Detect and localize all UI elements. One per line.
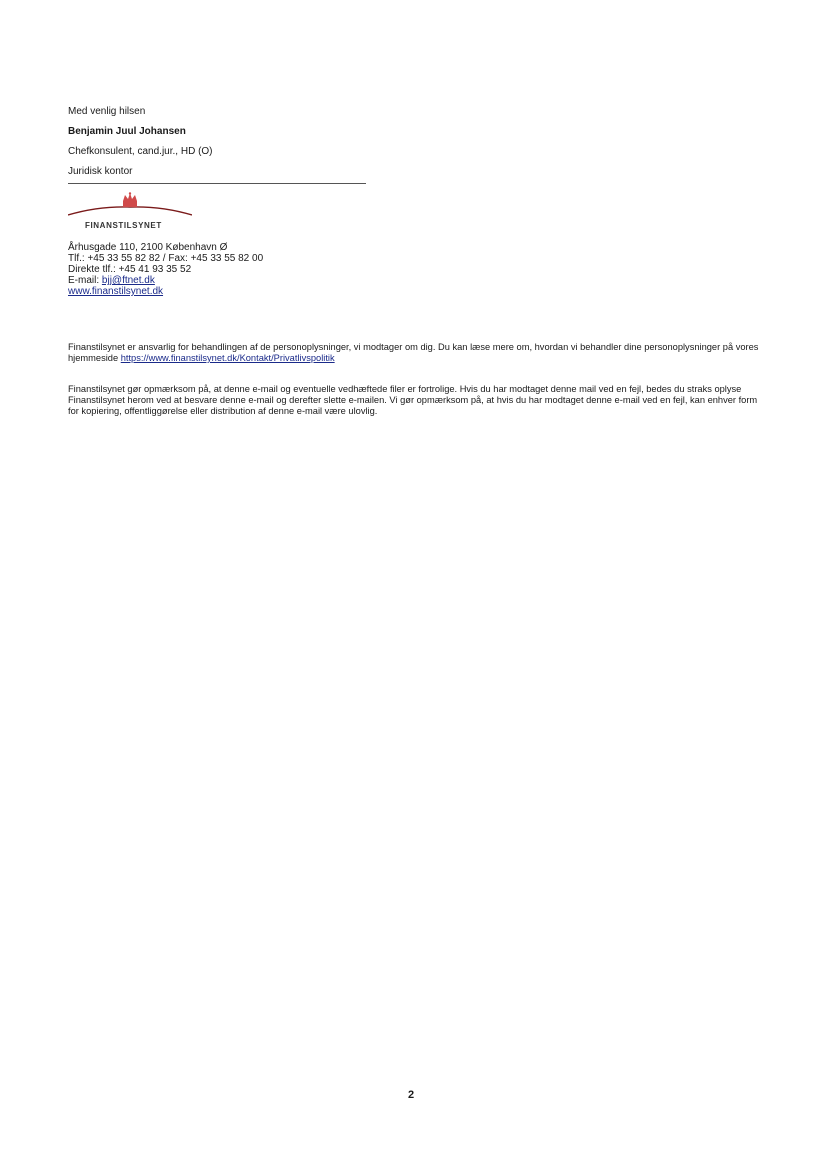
website-link[interactable]: www.finanstilsynet.dk (68, 286, 164, 297)
address: Århusgade 110, 2100 København Ø (68, 242, 228, 253)
sender-department: Juridisk kontor (68, 166, 133, 177)
email-line (68, 275, 263, 286)
email-link[interactable]: bjj@ftnet.dk (101, 275, 155, 286)
logo-text: FINANSTILSYNET (85, 221, 162, 230)
email-signature (68, 102, 213, 182)
crown-icon (123, 192, 137, 207)
confidentiality-disclaimer: Finanstilsynet gør opmærksom på, at denne e-mail og eventuelle vedhæftede filer er fortrolige. Hvis du har modtaget denne mail ved en fejl, bedes du straks oplyse Finanstilsynet herom ved at besvare denne e-mail og derefter slette e-mailen. Vi gør opmærksom på, at hvis du har modtaget denne e-mail ved en fejl, kan enhver form for kopiering, offentliggørelse eller distribution af denne e-mail være ulovlig. (68, 384, 758, 416)
contact-block (68, 242, 263, 297)
sender-title: Chefkonsulent, cand.jur., HD (O) (68, 146, 213, 157)
direct-phone: Direkte tlf.: +45 41 93 35 52 (68, 264, 192, 275)
privacy-notice (68, 342, 768, 364)
phone-fax: Tlf.: +45 33 55 82 82 / Fax: +45 33 55 82 00 (68, 253, 264, 264)
privacy-policy-link[interactable]: https://www.finanstilsynet.dk/Kontakt/Privatlivspolitik (120, 353, 335, 363)
signature-divider (68, 183, 366, 184)
greeting: Med venlig hilsen (68, 106, 146, 117)
privacy-text: Finanstilsynet er ansvarlig for behandlingen af de personoplysninger, vi modtager om dig. Du kan læse mere om, hvordan vi behandler dine personoplysninger på vores hjemmeside (68, 342, 759, 363)
page-number: 2 (408, 1089, 415, 1101)
email-label: E-mail: (68, 275, 102, 286)
sender-name: Benjamin Juul Johansen (68, 126, 186, 137)
